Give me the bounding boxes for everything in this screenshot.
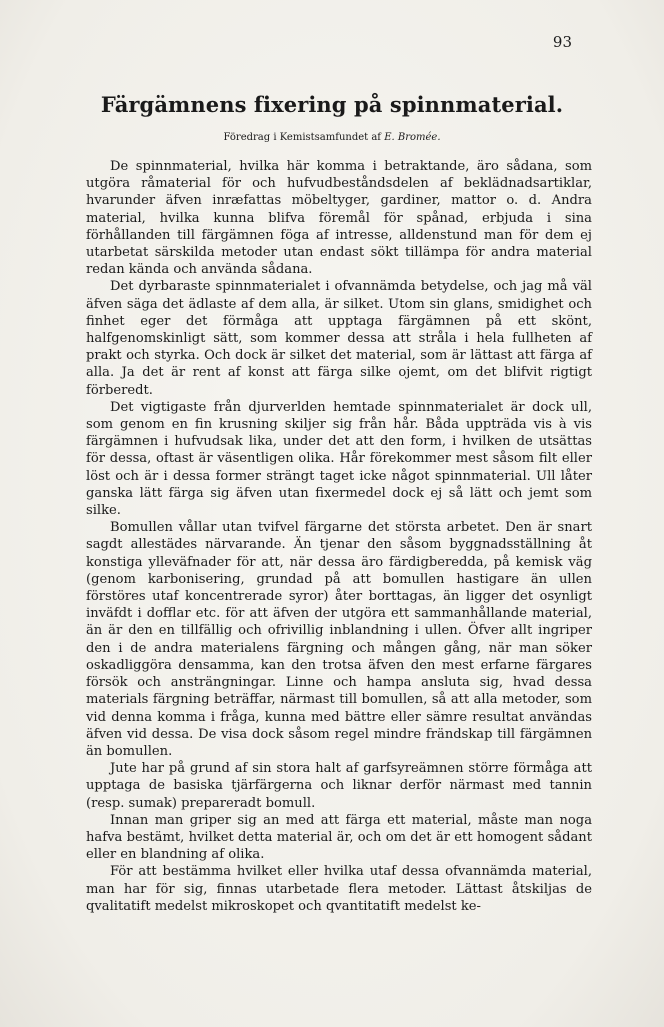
paragraph: Innan man griper sig an med att färga ett material, måste man noga hafva bestämt, hvilket detta material är, och om det är ett homogent sådant eller en blandning af olika. <box>86 812 592 863</box>
byline-author: E. Bromée. <box>384 132 441 143</box>
byline <box>0 132 664 143</box>
paragraph: Bomullen vållar utan tvifvel färgarne det största arbetet. Den är snart sagdt allestädes närvarande. Än tjenar den såsom byggnadsställning åt konstiga ylleväfnader för att, när dessa äro färdigberedda, på kemisk väg (genom karbonisering, grundad på att bomullen hastigare än ullen förstöres utaf koncentrerade syror) åter borttagas, än ligger det osynligt inväfdt i dofflar etc. för att äfven der utgöra ett sammanhållande material, än är den en tillfällig och ofrivillig inblandning i ullen. Öfver allt ingriper den i de andra materialens färgning och mången gång, när man söker oskadliggöra densamma, kan den trotsa äfven den mest erfarne färgares försök och ansträngningar. Linne och hampa ansluta sig, hvad dessa materials färgning beträffar, närmast till bomullen, så att alla metoder, som vid denna komma i fråga, kunna med bättre eller sämre resultat användas äfven vid dessa. De visa dock såsom regel mindre frändskap till färgämnen än bomullen. <box>86 520 592 759</box>
paragraph: Det dyrbaraste spinnmaterialet i ofvannämda betydelse, och jag må väl äfven säga det ädlaste af dem alla, är silket. Utom sin glans, smidighet och finhet eger det förmåga att upptaga färgämnen på ett skönt, halfgenomskinligt sätt, som kommer dessa att stråla i hela fullheten af prakt och styrka. Och dock är silket det material, som är lättast att färga af alla. Ja det är rent af konst att färga silke ojemt, om det blifvit rigtigt förberedt. <box>86 279 592 398</box>
page-number: 93 <box>552 33 572 51</box>
byline-prefix: Föredrag i Kemistsamfundet af <box>223 132 381 143</box>
paragraph: För att bestämma hvilket eller hvilka utaf dessa ofvannämda material, man har för sig, finnas utarbetade flera metoder. Lättast åtskiljas de qvalitatift medelst mikroskopet och qvantitatift medelst ke- <box>86 864 592 914</box>
paragraph: De spinnmaterial, hvilka här komma i betraktande, äro sådana, som utgöra råmaterial för och hufvudbeståndsdelen af beklädnadsartiklar, hvarunder äfven inræfattas möbeltyger, gardiner, mattor o. d. Andra material, hvilka kunna blifva föremål för spånad, erbjuda i sina förhållanden till färgämnen föga af intresse, alldenstund man för dem ej utarbetat särskilda metoder utan endast sökt tillämpa för andra material redan kända och använda sådana. <box>86 159 592 278</box>
article-title: Färgämnens fixering på spinnmaterial. <box>100 92 564 117</box>
paragraph: Det vigtigaste från djurverlden hemtade spinnmaterialet är dock ull, som genom en fin krusning skiljer sig från hår. Båda uppträda vis à vis färgämnen i hufvudsak lika, under det att den form, i hvilken de utsättas för dessa, oftast är väsentligen olika. Hår förekommer mest såsom filt eller löst och är i dessa former strängt taget icke något spinnmaterial. Ull låter ganska lätt färga sig äfven utan fixermedel dock ej så lätt och jemt som silke. <box>86 399 592 519</box>
article-body <box>86 158 592 915</box>
paragraph: Jute har på grund af sin stora halt af garfsyreämnen större förmåga att upptaga de basiska tjärfärgerna och liknar derför närmast med tannin (resp. sumak) prepareradt bomull. <box>86 761 592 811</box>
